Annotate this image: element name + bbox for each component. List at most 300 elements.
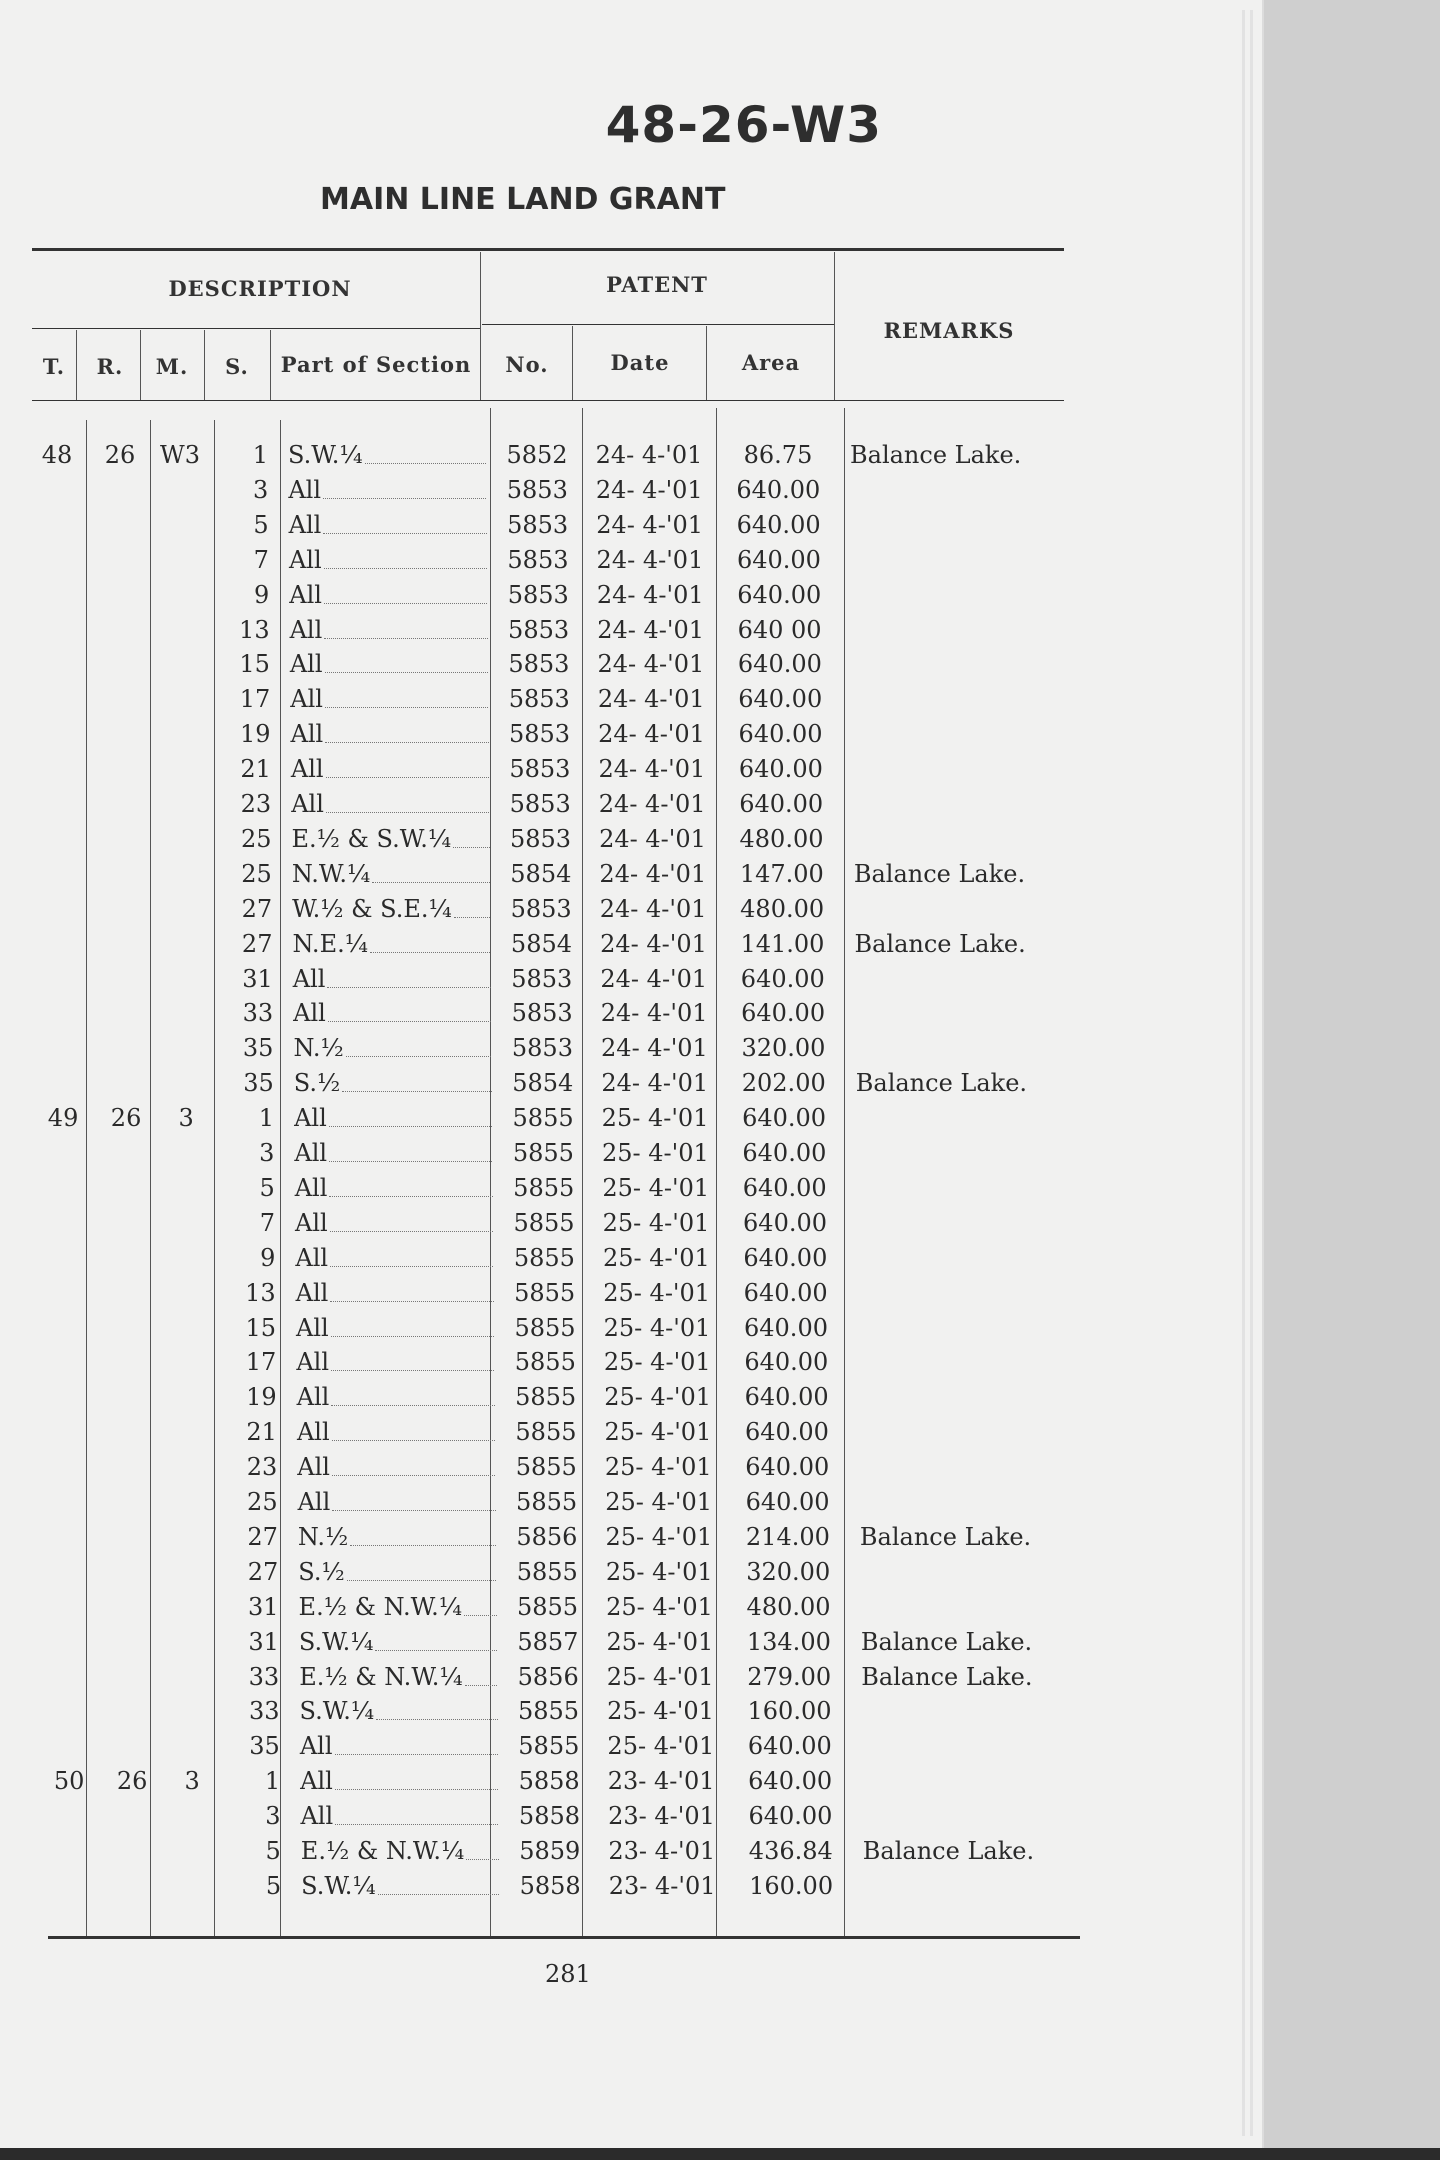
dot-leader <box>327 962 490 988</box>
cell-no: 5858 <box>519 1871 581 1900</box>
part-of-section-text: All <box>295 1243 329 1272</box>
part-of-section-text: S.½ <box>293 1069 341 1098</box>
cell-part <box>301 1834 499 1869</box>
cell-part <box>299 1625 497 1660</box>
cell-s: 21 <box>240 755 271 784</box>
cell-area: 480.00 <box>739 824 824 853</box>
part-of-section-text: E.½ & S.W.¼ <box>291 824 452 853</box>
cell-no: 5856 <box>517 1662 579 1691</box>
cell-date: 25- 4-'01 <box>602 1208 710 1237</box>
cell-s: 3 <box>253 475 269 504</box>
cell-area: 279.00 <box>747 1662 832 1691</box>
cell-no: 5856 <box>516 1522 578 1551</box>
part-of-section-text: All <box>300 1767 333 1796</box>
cell-s: 23 <box>246 1453 278 1482</box>
cell-area: 147.00 <box>739 859 824 888</box>
col-divider <box>86 420 87 1936</box>
part-of-section-text: All <box>292 964 326 993</box>
cell-no: 5855 <box>516 1557 578 1586</box>
dot-leader <box>332 1485 495 1511</box>
cell-t: 49 <box>47 1104 79 1133</box>
cell-part <box>293 1031 491 1066</box>
cell-part <box>301 1869 499 1904</box>
cell-no: 5854 <box>512 1069 574 1098</box>
col-divider <box>280 420 281 1936</box>
cell-date: 24- 4-'01 <box>597 685 705 714</box>
part-of-section-text: All <box>290 755 324 784</box>
part-of-section-text: All <box>297 1488 331 1516</box>
dot-leader <box>453 822 489 848</box>
part-of-section-text: All <box>300 1802 334 1831</box>
dot-leader <box>375 1625 496 1651</box>
cell-part <box>291 752 489 787</box>
cell-s: 1 <box>264 1767 281 1796</box>
cell-s: 25 <box>247 1488 278 1516</box>
part-of-section-text: All <box>293 999 326 1028</box>
cell-part <box>300 1764 498 1799</box>
cell-area: 640.00 <box>743 1208 828 1237</box>
cell-date: 24- 4-'01 <box>601 1069 709 1098</box>
cell-date: 24- 4-'01 <box>596 545 704 574</box>
part-of-section-text: All <box>295 1278 329 1307</box>
cell-r: 26 <box>116 1767 148 1796</box>
part-of-section-text: All <box>289 580 322 609</box>
cell-area: 640.00 <box>744 1348 829 1377</box>
col-divider <box>834 252 835 400</box>
cell-s: 35 <box>242 1034 274 1063</box>
part-of-section-text: E.½ & N.W.¼ <box>298 1592 463 1621</box>
cell-no: 5855 <box>514 1278 576 1307</box>
cell-s: 1 <box>258 1104 275 1133</box>
cell-area: 640.00 <box>737 580 822 609</box>
cell-date: 23- 4-'01 <box>608 1837 716 1865</box>
dot-leader <box>335 1799 498 1825</box>
dot-leader <box>330 1276 493 1302</box>
cell-no: 5853 <box>507 580 569 609</box>
dot-leader <box>454 892 490 918</box>
cell-no: 5855 <box>513 1173 575 1202</box>
cell-date: 25- 4-'01 <box>607 1697 714 1726</box>
cell-no: 5854 <box>510 859 572 888</box>
cell-date: 25- 4-'01 <box>604 1418 712 1447</box>
col-divider <box>140 330 141 400</box>
cell-area: 640.00 <box>736 510 821 539</box>
cell-part <box>296 1276 494 1311</box>
cell-area: 214.00 <box>745 1522 830 1551</box>
cell-no: 5855 <box>518 1732 580 1761</box>
cell-no: 5853 <box>507 545 569 574</box>
cell-part <box>289 543 487 578</box>
cell-date: 25- 4-'01 <box>603 1278 711 1307</box>
cell-remarks: Balance Lake. <box>861 1662 1033 1691</box>
cell-no: 5853 <box>511 999 573 1028</box>
dot-leader <box>326 752 489 778</box>
description-header: DESCRIPTION <box>168 276 352 301</box>
cell-no: 5855 <box>515 1418 577 1447</box>
cell-s: 27 <box>247 1557 279 1586</box>
cell-part <box>299 1660 497 1695</box>
dot-leader <box>329 1101 492 1127</box>
part-of-section-text: N.½ <box>293 1034 344 1063</box>
part-of-section-text: All <box>296 1383 330 1412</box>
dot-leader <box>464 1590 497 1616</box>
cell-no: 5854 <box>510 929 572 958</box>
cell-part <box>299 1590 497 1625</box>
dot-leader <box>330 1206 493 1232</box>
cell-area: 640.00 <box>737 650 822 679</box>
cell-date: 24- 4-'01 <box>598 720 705 749</box>
cell-area: 134.00 <box>746 1627 831 1656</box>
cell-no: 5855 <box>514 1348 576 1377</box>
cell-remarks: Balance Lake. <box>859 1522 1032 1551</box>
cell-part <box>298 1485 496 1520</box>
cell-date: 25- 4-'01 <box>606 1627 714 1656</box>
cell-s: 3 <box>259 1139 275 1167</box>
cell-date: 25- 4-'01 <box>602 1173 710 1202</box>
cell-s: 13 <box>245 1278 276 1307</box>
part-of-section-text: All <box>295 1208 328 1237</box>
cell-s: 15 <box>245 1313 276 1342</box>
cell-no: 5853 <box>508 685 570 714</box>
cell-date: 24- 4-'01 <box>599 859 707 888</box>
cell-part <box>295 1171 493 1206</box>
cell-s: 35 <box>243 1069 274 1098</box>
cell-date: 25- 4-'01 <box>604 1453 712 1482</box>
cell-no: 5853 <box>506 475 568 504</box>
cell-s: 7 <box>253 545 269 574</box>
cell-remarks: Balance Lake. <box>854 929 1026 958</box>
date-header: Date <box>610 350 670 375</box>
cell-area: 141.00 <box>740 929 825 958</box>
cell-part <box>300 1694 498 1729</box>
dot-leader <box>325 647 488 673</box>
dot-leader <box>332 1415 495 1441</box>
part-of-section-text: N.½ <box>297 1522 349 1551</box>
cell-no: 5855 <box>513 1243 575 1272</box>
cell-s: 5 <box>265 1871 282 1900</box>
part-of-section-text: E.½ & N.W.¼ <box>299 1662 463 1691</box>
cell-date: 24- 4-'01 <box>601 1034 708 1063</box>
cell-area: 640.00 <box>742 1104 827 1133</box>
cell-no: 5852 <box>506 441 568 469</box>
cell-area: 320.00 <box>741 1034 826 1063</box>
cell-area: 640.00 <box>742 1173 827 1202</box>
cell-date: 25- 4-'01 <box>603 1348 711 1377</box>
cell-s: 17 <box>239 685 271 714</box>
cell-date: 24- 4-'01 <box>600 929 707 958</box>
area-header: Area <box>741 350 801 375</box>
cell-no: 5855 <box>514 1313 576 1342</box>
cell-part <box>300 1729 498 1764</box>
cell-s: 9 <box>260 1243 276 1272</box>
cell-part <box>300 1799 498 1834</box>
dot-leader <box>370 927 490 953</box>
cell-no: 5855 <box>517 1592 579 1621</box>
col-divider <box>204 330 205 400</box>
m-header: M. <box>155 354 189 379</box>
cell-date: 23- 4-'01 <box>608 1871 716 1900</box>
cell-no: 5855 <box>513 1208 575 1237</box>
cell-no: 5853 <box>508 615 570 644</box>
cell-part <box>294 1136 492 1171</box>
cell-part <box>297 1415 495 1450</box>
col-divider <box>270 330 271 400</box>
cell-part <box>298 1520 496 1555</box>
cell-no: 5855 <box>517 1697 580 1726</box>
cell-area: 640.00 <box>743 1278 828 1307</box>
dot-leader <box>346 1031 492 1057</box>
cell-s: 7 <box>259 1208 276 1237</box>
dot-leader <box>329 1171 492 1197</box>
cell-date: 24- 4-'01 <box>597 650 705 679</box>
cell-date: 25- 4-'01 <box>605 1488 712 1516</box>
cell-t: 50 <box>53 1767 85 1796</box>
part-of-section-text: All <box>296 1348 329 1377</box>
cell-area: 202.00 <box>741 1069 826 1098</box>
dot-leader <box>376 1694 497 1720</box>
col-divider <box>214 420 215 1936</box>
dot-leader <box>323 473 486 499</box>
dot-leader <box>342 1066 492 1092</box>
table-top-rule <box>32 248 1064 251</box>
part-of-section-text: All <box>288 510 322 539</box>
dot-leader <box>365 438 486 464</box>
cell-s: 5 <box>265 1837 281 1865</box>
cell-s: 33 <box>242 999 274 1028</box>
cell-s: 19 <box>240 720 271 749</box>
page-subtitle: MAIN LINE LAND GRANT <box>320 182 726 217</box>
cell-part <box>289 508 487 543</box>
col-divider <box>150 420 151 1936</box>
no-header: No. <box>505 352 549 377</box>
cell-remarks: Balance Lake. <box>853 859 1026 888</box>
cell-part <box>293 962 491 997</box>
cell-s: 25 <box>240 824 272 853</box>
cell-remarks: Balance Lake. <box>862 1837 1035 1865</box>
cell-area: 640.00 <box>744 1418 829 1447</box>
cell-no: 5855 <box>515 1453 577 1482</box>
cell-date: 24- 4-'01 <box>598 790 706 818</box>
cell-s: 9 <box>253 580 270 609</box>
cell-date: 25- 4-'01 <box>606 1662 714 1691</box>
cell-no: 5858 <box>518 1767 580 1796</box>
cell-area: 480.00 <box>746 1592 831 1621</box>
cell-no: 5855 <box>512 1139 574 1167</box>
part-of-section-text: S.W.¼ <box>301 1871 376 1900</box>
cell-area: 160.00 <box>747 1697 832 1726</box>
col-divider <box>76 330 77 400</box>
cell-part <box>288 438 486 473</box>
s-header: S. <box>225 354 249 379</box>
cell-area: 640.00 <box>742 1139 827 1167</box>
cell-s: 27 <box>241 894 273 923</box>
part-of-section-text: All <box>288 545 322 574</box>
cell-area: 640.00 <box>747 1732 832 1761</box>
dot-leader <box>332 1450 495 1476</box>
cell-area: 640.00 <box>745 1453 830 1482</box>
cell-s: 15 <box>239 650 270 679</box>
dot-leader <box>323 508 486 534</box>
dot-leader <box>324 613 487 639</box>
dot-leader <box>328 996 491 1022</box>
cell-s: 25 <box>241 859 272 888</box>
cell-no: 5859 <box>519 1837 581 1865</box>
part-of-section-text: N.E.¼ <box>292 929 368 958</box>
dot-leader <box>378 1869 499 1895</box>
cell-part <box>295 1206 493 1241</box>
part-header: Part of Section <box>280 352 472 377</box>
dot-leader <box>466 1834 499 1860</box>
cell-s: 33 <box>248 1697 280 1726</box>
cell-s: 33 <box>248 1662 280 1691</box>
dot-leader <box>325 717 488 743</box>
cell-date: 25- 4-'01 <box>607 1732 715 1761</box>
col-divider <box>480 252 481 400</box>
cell-area: 640.00 <box>744 1383 829 1412</box>
dot-leader <box>330 1241 493 1267</box>
part-of-section-text: E.½ & N.W.¼ <box>300 1837 465 1865</box>
dot-leader <box>331 1311 494 1337</box>
part-of-section-text: All <box>296 1418 330 1447</box>
cell-area: 640.00 <box>736 545 821 574</box>
cell-date: 24- 4-'01 <box>598 755 706 784</box>
cell-r: 26 <box>110 1104 142 1133</box>
cell-s: 27 <box>241 929 273 958</box>
cell-part <box>292 857 490 892</box>
cell-date: 25- 4-'01 <box>605 1557 713 1586</box>
cell-m: 3 <box>178 1104 194 1133</box>
cell-area: 160.00 <box>749 1871 834 1900</box>
cell-date: 25- 4-'01 <box>604 1383 712 1412</box>
part-of-section-text: All <box>297 1453 330 1482</box>
part-of-section-text: All <box>289 650 323 679</box>
cell-date: 24- 4-'01 <box>595 475 703 504</box>
cell-s: 19 <box>246 1383 277 1412</box>
cell-s: 3 <box>265 1802 281 1831</box>
cell-date: 24- 4-'01 <box>599 824 706 853</box>
cell-s: 27 <box>247 1522 278 1551</box>
part-of-section-text: All <box>294 1104 327 1133</box>
cell-date: 24- 4-'01 <box>597 615 704 644</box>
cell-date: 24- 4-'01 <box>596 510 704 539</box>
cell-no: 5853 <box>509 720 571 749</box>
cell-part <box>297 1450 495 1485</box>
cell-s: 23 <box>240 790 272 818</box>
cell-date: 24- 4-'01 <box>595 441 703 469</box>
dot-leader <box>324 543 487 569</box>
cell-date: 25- 4-'01 <box>601 1139 709 1167</box>
cell-remarks: Balance Lake. <box>855 1069 1028 1098</box>
part-of-section-text: N.W.¼ <box>291 859 371 888</box>
dot-leader <box>350 1520 496 1546</box>
description-group-rule <box>32 328 480 329</box>
part-of-section-text: S.W.¼ <box>298 1627 374 1656</box>
cell-area: 640.00 <box>744 1313 828 1342</box>
cell-part <box>292 822 490 857</box>
col-divider <box>572 326 573 400</box>
cell-no: 5855 <box>512 1104 574 1133</box>
cell-m: 3 <box>184 1767 200 1796</box>
cell-no: 5857 <box>517 1627 579 1656</box>
cell-s: 17 <box>245 1348 277 1377</box>
part-of-section-text: All <box>296 1313 329 1342</box>
cell-part <box>288 473 486 508</box>
cell-date: 25- 4-'01 <box>602 1243 710 1272</box>
cell-area: 640.00 <box>748 1767 833 1796</box>
remarks-header: REMARKS <box>883 318 1015 343</box>
cell-part <box>296 1311 494 1346</box>
r-header: R. <box>96 354 124 379</box>
cell-no: 5855 <box>515 1383 577 1412</box>
cell-t: 48 <box>41 441 73 469</box>
cell-date: 25- 4-'01 <box>605 1522 713 1551</box>
part-of-section-text: All <box>288 475 321 504</box>
cell-no: 5855 <box>516 1488 578 1516</box>
part-of-section-text: All <box>299 1732 333 1761</box>
cell-area: 436.84 <box>748 1837 833 1865</box>
cell-no: 5853 <box>511 964 573 993</box>
cell-area: 640.00 <box>741 999 826 1028</box>
cell-area: 640.00 <box>738 720 823 749</box>
cell-m: W3 <box>160 441 200 469</box>
cell-date: 23- 4-'01 <box>608 1802 715 1831</box>
cell-part <box>290 682 488 717</box>
cell-s: 35 <box>249 1732 280 1761</box>
cell-part <box>293 996 491 1031</box>
part-of-section-text: All <box>294 1139 328 1167</box>
cell-no: 5853 <box>509 790 571 818</box>
cell-no: 5853 <box>507 510 569 539</box>
cell-no: 5853 <box>508 650 570 679</box>
part-of-section-text: All <box>290 720 324 749</box>
header-bottom-rule <box>32 400 1064 401</box>
cell-area: 640.00 <box>748 1802 833 1831</box>
cell-area: 640.00 <box>745 1488 830 1516</box>
dot-leader <box>372 857 490 883</box>
cell-s: 5 <box>253 510 269 539</box>
cell-date: 24- 4-'01 <box>600 999 708 1028</box>
cell-area: 320.00 <box>746 1557 831 1586</box>
cell-area: 86.75 <box>743 441 813 469</box>
col-divider <box>706 326 707 400</box>
dot-leader <box>465 1660 498 1686</box>
cell-part <box>289 578 487 613</box>
cell-no: 5853 <box>509 755 571 784</box>
cell-r: 26 <box>104 441 136 469</box>
cell-date: 24- 4-'01 <box>599 894 707 923</box>
dot-leader <box>335 1729 498 1755</box>
dot-leader <box>335 1764 498 1790</box>
cell-part <box>298 1555 496 1590</box>
cell-area: 640.00 <box>738 685 823 714</box>
cell-date: 25- 4-'01 <box>603 1313 711 1342</box>
cell-s: 21 <box>246 1418 277 1447</box>
table-bottom-rule <box>48 1936 1080 1939</box>
cell-no: 5853 <box>511 1034 573 1063</box>
page-edge <box>1250 10 1253 2136</box>
part-of-section-text: All <box>294 1173 328 1202</box>
cell-part <box>291 787 489 822</box>
cell-s: 5 <box>259 1173 275 1202</box>
cell-area: 640.00 <box>740 964 825 993</box>
cell-part <box>297 1380 495 1415</box>
cell-area: 640.00 <box>736 475 821 504</box>
cell-s: 31 <box>248 1627 279 1656</box>
part-of-section-text: S.½ <box>298 1557 345 1586</box>
part-of-section-text: S.W.¼ <box>299 1697 375 1726</box>
cell-part <box>291 717 489 752</box>
cell-area: 640.00 <box>743 1243 828 1272</box>
